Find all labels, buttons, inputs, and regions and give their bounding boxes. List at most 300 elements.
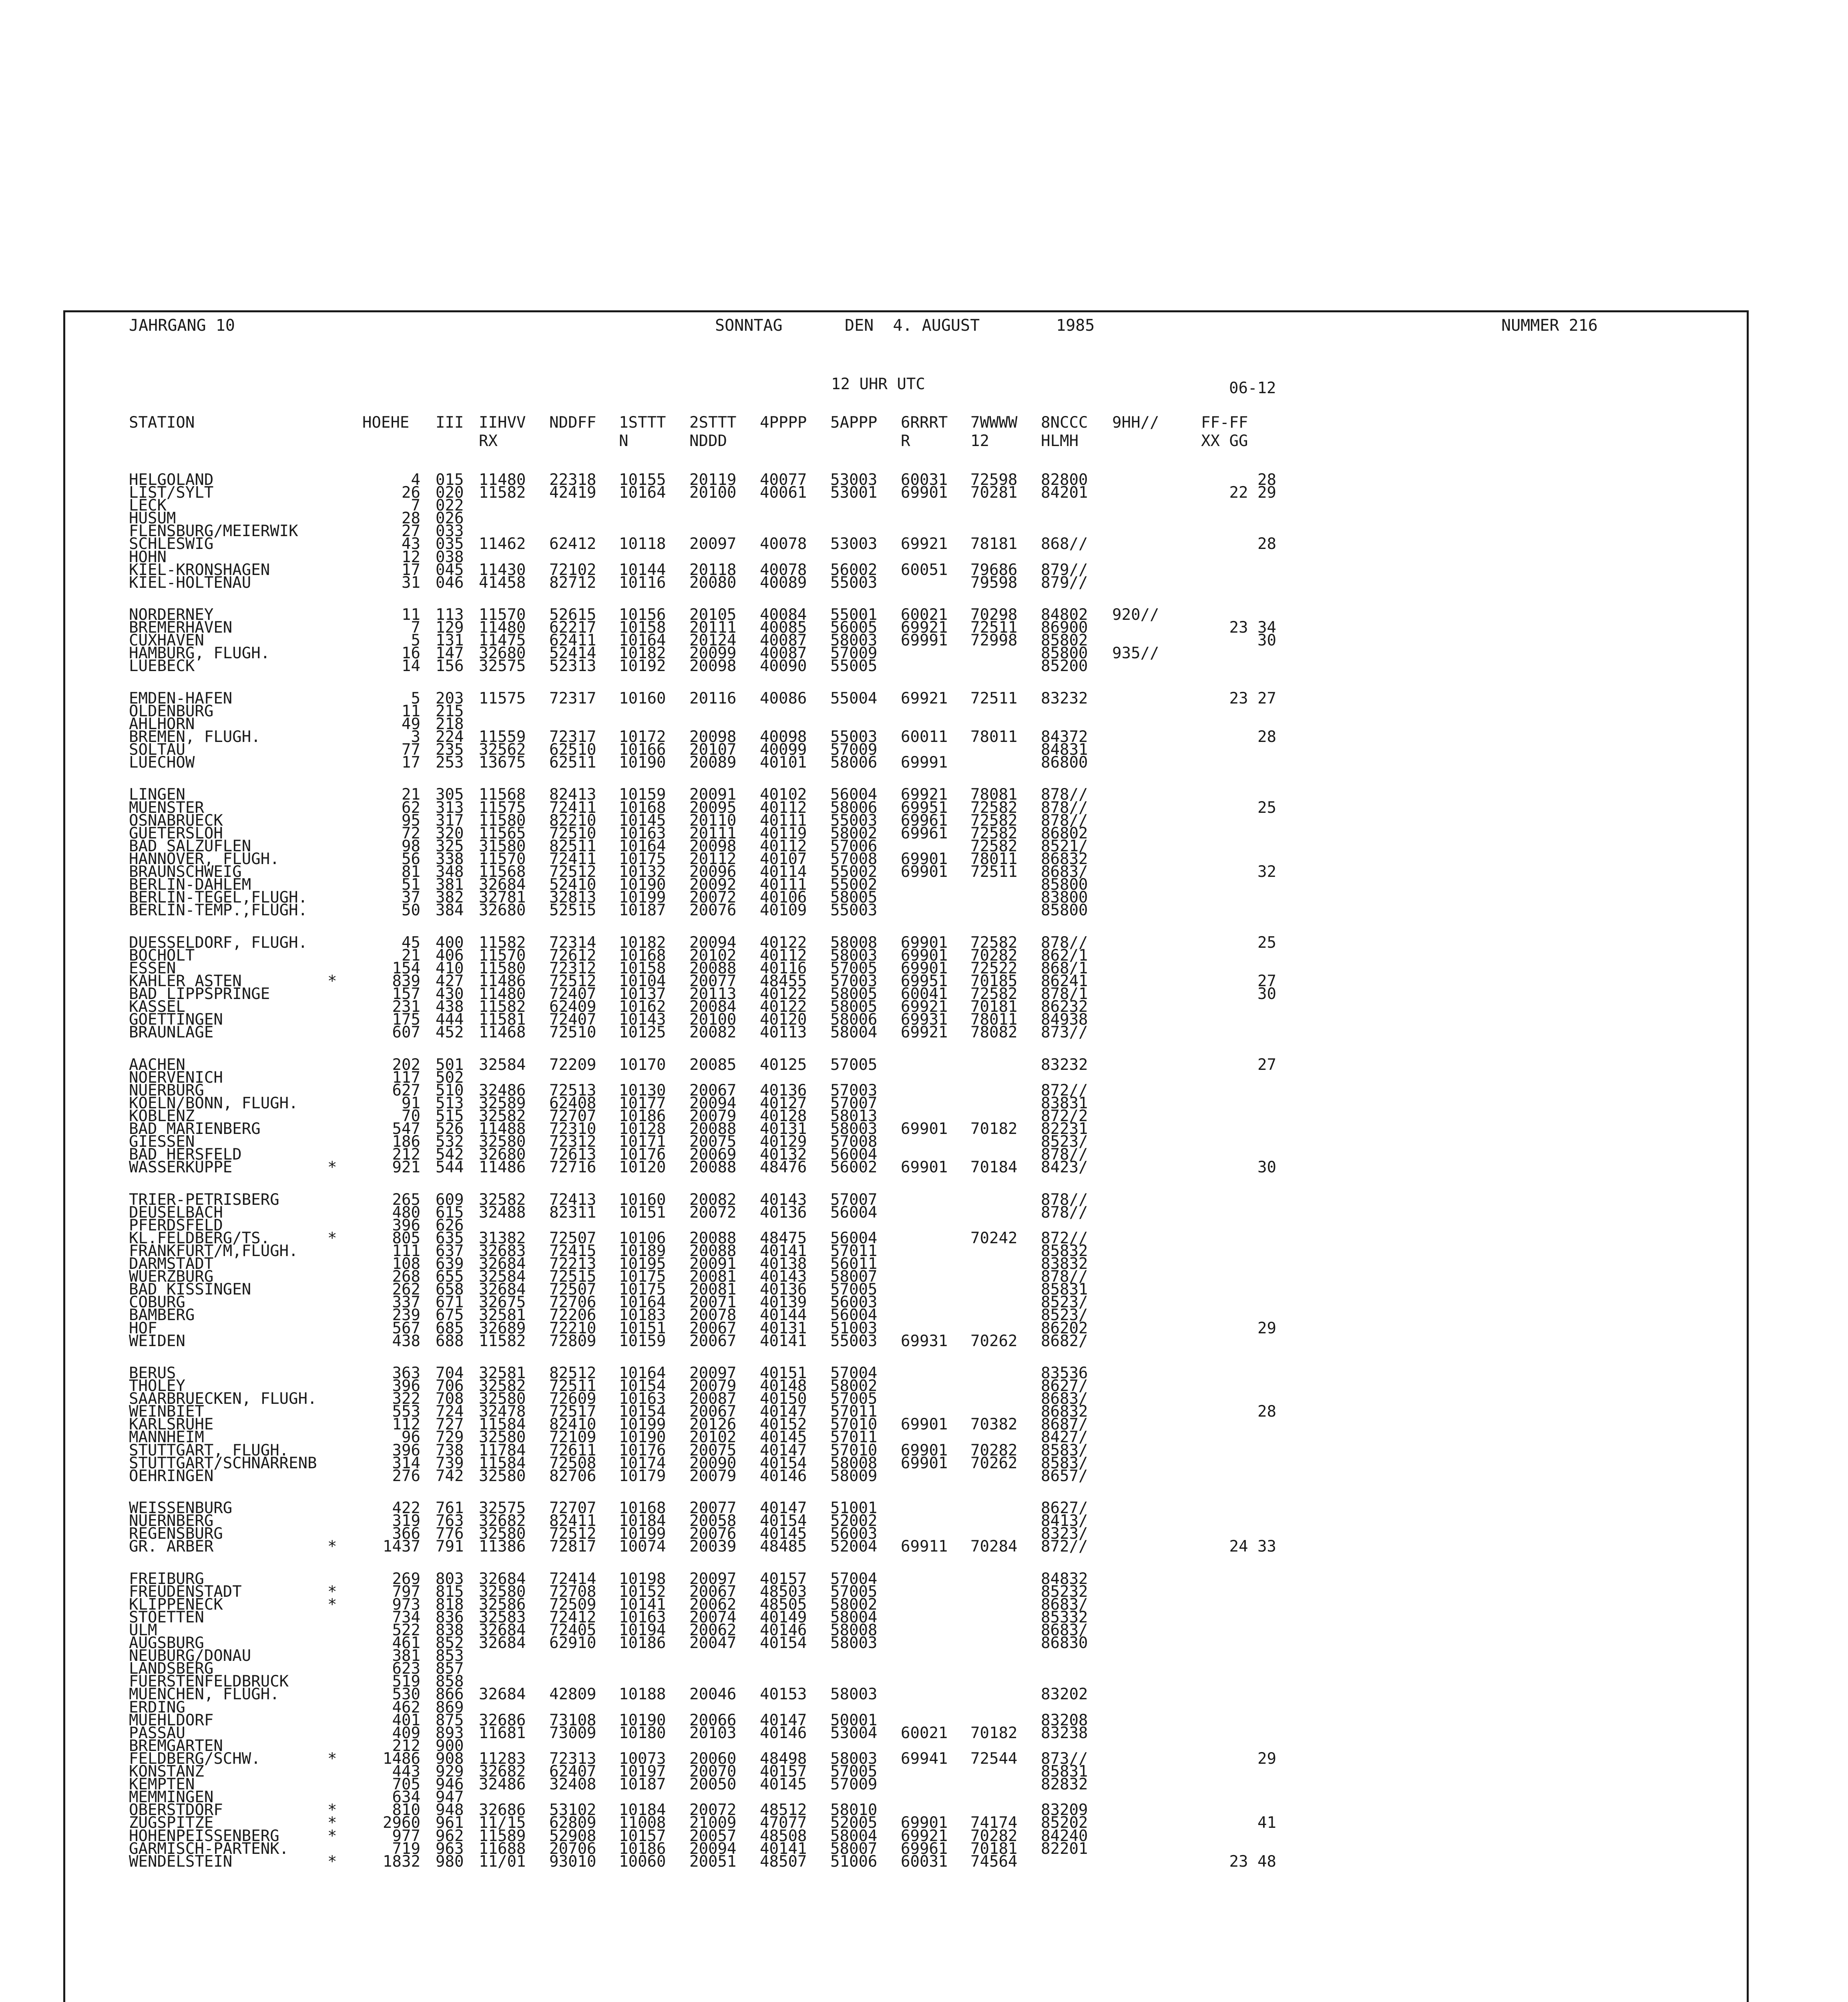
code-group-4pppp: 40111	[760, 812, 807, 830]
code-group-nddff: 72510	[549, 824, 597, 842]
code-group-8nccc: 86800	[1041, 754, 1088, 772]
code-group-4pppp: 40077	[760, 471, 807, 489]
station-name: BAD HERSFELD	[129, 1146, 242, 1164]
code-group-1sttt: 10199	[619, 888, 666, 907]
station-height: 37	[402, 888, 420, 907]
code-group-7wwww: 79598	[970, 574, 1018, 592]
code-group-8nccc: 8682/	[1041, 1332, 1088, 1350]
column-header-iihvv: IIHVV	[479, 414, 526, 432]
station-id: 980	[436, 1853, 464, 1871]
code-group-nddff: 53102	[549, 1801, 597, 1819]
code-group-1sttt: 10172	[619, 728, 666, 746]
code-group-nddff: 72611	[549, 1441, 597, 1459]
code-group-5appp: 57005	[830, 959, 878, 977]
code-group-8nccc: 85831	[1041, 1280, 1088, 1298]
station-name: HANNOVER, FLUGH.	[129, 850, 279, 868]
station-id: 704	[436, 1364, 464, 1382]
code-group-2sttt: 20081	[689, 1280, 737, 1298]
column-header-7wwww: 12	[970, 432, 989, 450]
code-group-8nccc: 85200	[1041, 657, 1088, 675]
code-group-iihvv: 11570	[479, 606, 526, 624]
code-group-1sttt: 10154	[619, 1377, 666, 1395]
code-group-6rrrt: 69901	[901, 1158, 948, 1176]
station-id: 542	[436, 1146, 464, 1164]
station-height: 212	[392, 1146, 420, 1164]
station-id: 858	[436, 1672, 464, 1690]
code-group-2sttt: 20080	[689, 574, 737, 592]
code-group-nddff: 72513	[549, 1081, 597, 1099]
code-group-nddff: 72512	[549, 1525, 597, 1543]
station-height: 26	[402, 484, 420, 502]
code-group-6rrrt: 69901	[901, 1120, 948, 1138]
code-group-1sttt: 10104	[619, 972, 666, 990]
station-id: 406	[436, 947, 464, 965]
code-group-4pppp: 40106	[760, 888, 807, 907]
code-group-4pppp: 40141	[760, 1840, 807, 1858]
code-group-nddff: 62409	[549, 998, 597, 1016]
station-id: 131	[436, 631, 464, 649]
code-group-2sttt: 20079	[689, 1377, 737, 1395]
code-group-5appp: 57009	[830, 644, 878, 662]
code-group-5appp: 58003	[830, 1634, 878, 1652]
code-group-7wwww: 74564	[970, 1853, 1018, 1871]
station-height: 31	[402, 574, 420, 592]
station-height: 51	[402, 876, 420, 894]
code-group-iihvv: 32682	[479, 1512, 526, 1530]
code-group-1sttt: 10189	[619, 1242, 666, 1260]
station-id: 501	[436, 1056, 464, 1074]
column-header-6rrrt: R	[901, 432, 910, 450]
station-name: OBERSTDORF	[129, 1801, 223, 1819]
code-group-5appp: 57006	[830, 837, 878, 855]
code-group-8nccc: 83800	[1041, 888, 1088, 907]
code-group-7wwww: 70262	[970, 1332, 1018, 1350]
code-group-2sttt: 20099	[689, 644, 737, 662]
station-name: DUESSELDORF, FLUGH.	[129, 934, 308, 952]
wind-gust-value: 27	[1257, 1056, 1276, 1074]
code-group-1sttt: 10175	[619, 850, 666, 868]
station-name: SOLTAU	[129, 741, 185, 759]
code-group-6rrrt: 60021	[901, 1724, 948, 1742]
station-name: MUEHLDORF	[129, 1711, 214, 1729]
code-group-6rrrt: 69911	[901, 1538, 948, 1556]
station-id: 658	[436, 1280, 464, 1298]
code-group-1sttt: 10175	[619, 1268, 666, 1286]
code-group-nddff: 82413	[549, 786, 597, 804]
code-group-2sttt: 20067	[689, 1583, 737, 1601]
station-name: NOERVENICH	[129, 1069, 223, 1087]
station-name: KEMPTEN	[129, 1775, 195, 1793]
code-group-4pppp: 40102	[760, 786, 807, 804]
code-group-1sttt: 10166	[619, 741, 666, 759]
code-group-6rrrt: 69901	[901, 863, 948, 881]
column-header-nddff: NDDFF	[549, 414, 597, 432]
code-group-8nccc: 85332	[1041, 1608, 1088, 1626]
code-group-8nccc: 86241	[1041, 972, 1088, 990]
station-name: HUSUM	[129, 509, 176, 527]
station-name: BRAUNSCHWEIG	[129, 863, 242, 881]
code-group-2sttt: 20067	[689, 1319, 737, 1337]
code-group-iihvv: 11582	[479, 934, 526, 952]
station-height: 607	[392, 1023, 420, 1041]
station-name: BAD KISSINGEN	[129, 1280, 251, 1298]
station-height: 96	[402, 1428, 420, 1446]
code-group-8nccc: 86832	[1041, 1403, 1088, 1421]
code-group-nddff: 62510	[549, 741, 597, 759]
code-group-4pppp: 40129	[760, 1133, 807, 1151]
station-height: 567	[392, 1319, 420, 1337]
column-header-1sttt: N	[619, 432, 629, 450]
code-group-nddff: 52414	[549, 644, 597, 662]
station-id: 338	[436, 850, 464, 868]
code-group-5appp: 56004	[830, 786, 878, 804]
station-name: KIEL-HOLTENAU	[129, 574, 251, 592]
code-group-6rrrt: 69921	[901, 1827, 948, 1845]
code-group-nddff: 82712	[549, 574, 597, 592]
code-group-8nccc: 86202	[1041, 1319, 1088, 1337]
code-group-8nccc: 82800	[1041, 471, 1088, 489]
station-height: 396	[392, 1441, 420, 1459]
code-group-nddff: 82706	[549, 1467, 597, 1485]
code-group-1sttt: 10116	[619, 574, 666, 592]
station-height: 111	[392, 1242, 420, 1260]
code-group-2sttt: 20075	[689, 1133, 737, 1151]
station-name: BREMGARTEN	[129, 1737, 223, 1755]
station-name: NUERBURG	[129, 1081, 204, 1099]
station-height: 276	[392, 1467, 420, 1485]
station-id: 156	[436, 657, 464, 675]
station-height: 547	[392, 1120, 420, 1138]
code-group-7wwww: 72582	[970, 824, 1018, 842]
station-height: 921	[392, 1158, 420, 1176]
station-id: 035	[436, 535, 464, 553]
code-group-nddff: 62809	[549, 1814, 597, 1832]
code-group-4pppp: 48475	[760, 1229, 807, 1247]
code-group-nddff: 62407	[549, 1763, 597, 1781]
code-group-iihvv: 32581	[479, 1364, 526, 1382]
station-id: 639	[436, 1255, 464, 1273]
code-group-7wwww: 70185	[970, 972, 1018, 990]
code-group-nddff: 72412	[549, 1608, 597, 1626]
code-group-8nccc: 873//	[1041, 1023, 1088, 1041]
code-group-nddff: 72405	[549, 1621, 597, 1639]
code-group-5appp: 55003	[830, 812, 878, 830]
code-group-5appp: 58005	[830, 985, 878, 1003]
code-group-2sttt: 20067	[689, 1081, 737, 1099]
station-id: 381	[436, 876, 464, 894]
code-group-2sttt: 20088	[689, 1229, 737, 1247]
station-height: 5	[411, 689, 420, 708]
code-group-2sttt: 20085	[689, 1056, 737, 1074]
wind-gust-value: 23 27	[1229, 689, 1276, 708]
code-group-1sttt: 10144	[619, 561, 666, 579]
code-group-iihvv: 32582	[479, 1191, 526, 1209]
code-group-iihvv: 32583	[479, 1608, 526, 1626]
code-group-4pppp: 40122	[760, 934, 807, 952]
code-group-6rrrt: 60031	[901, 471, 948, 489]
code-group-2sttt: 20076	[689, 901, 737, 919]
station-name: HAMBURG, FLUGH.	[129, 644, 270, 662]
station-id: 637	[436, 1242, 464, 1260]
station-height: 95	[402, 812, 420, 830]
code-group-1sttt: 10106	[619, 1229, 666, 1247]
code-group-8nccc: 85232	[1041, 1583, 1088, 1601]
station-height: 175	[392, 1011, 420, 1029]
code-group-2sttt: 20098	[689, 728, 737, 746]
code-group-iihvv: 11581	[479, 1011, 526, 1029]
code-group-nddff: 72613	[549, 1146, 597, 1164]
station-id: 818	[436, 1596, 464, 1614]
code-group-8nccc: 83238	[1041, 1724, 1088, 1742]
code-group-4pppp: 40154	[760, 1454, 807, 1472]
code-group-8nccc: 85800	[1041, 644, 1088, 662]
station-name: BREMERHAVEN	[129, 619, 233, 637]
code-group-iihvv: 32486	[479, 1775, 526, 1793]
code-group-2sttt: 20084	[689, 998, 737, 1016]
code-group-1sttt: 10190	[619, 1711, 666, 1729]
station-height: 5	[411, 631, 420, 649]
code-group-2sttt: 20076	[689, 1525, 737, 1543]
station-name: KLIPPENECK	[129, 1596, 223, 1614]
station-id: 033	[436, 522, 464, 540]
station-id: 962	[436, 1827, 464, 1845]
code-group-nddff: 72707	[549, 1499, 597, 1517]
code-group-5appp: 57009	[830, 741, 878, 759]
code-group-6rrrt: 69921	[901, 998, 948, 1016]
station-name: GR. ARBER	[129, 1538, 214, 1556]
code-group-1sttt: 10176	[619, 1146, 666, 1164]
station-name: BRAUNLAGE	[129, 1023, 214, 1041]
station-id: 430	[436, 985, 464, 1003]
code-group-1sttt: 10160	[619, 689, 666, 708]
mountain-station-marker: *	[327, 1814, 337, 1832]
station-height: 11	[402, 702, 420, 720]
code-group-4pppp: 40143	[760, 1268, 807, 1286]
code-group-8nccc: 83202	[1041, 1685, 1088, 1703]
code-group-nddff: 72317	[549, 689, 597, 708]
code-group-8nccc: 85832	[1041, 1242, 1088, 1260]
code-group-6rrrt: 69901	[901, 484, 948, 502]
code-group-2sttt: 20116	[689, 689, 737, 708]
station-id: 384	[436, 901, 464, 919]
code-group-iihvv: 11575	[479, 799, 526, 817]
code-group-8nccc: 868//	[1041, 535, 1088, 553]
station-height: 480	[392, 1204, 420, 1222]
code-group-5appp: 57003	[830, 972, 878, 990]
station-name: FRANKFURT/M,FLUGH.	[129, 1242, 298, 1260]
code-group-8nccc: 83536	[1041, 1364, 1088, 1382]
station-name: HOF	[129, 1319, 157, 1337]
code-group-1sttt: 10168	[619, 1499, 666, 1517]
code-group-2sttt: 20051	[689, 1853, 737, 1871]
code-group-4pppp: 40131	[760, 1120, 807, 1138]
mountain-station-marker: *	[327, 1538, 337, 1556]
code-group-iihvv: 32584	[479, 1268, 526, 1286]
code-group-4pppp: 48503	[760, 1583, 807, 1601]
code-group-7wwww: 70298	[970, 606, 1018, 624]
code-group-6rrrt: 69901	[901, 947, 948, 965]
code-group-5appp: 55003	[830, 1332, 878, 1350]
station-name: PFERDSFELD	[129, 1216, 223, 1234]
code-group-8nccc: 86830	[1041, 1634, 1088, 1652]
station-name: ERDING	[129, 1698, 185, 1717]
code-group-2sttt: 20067	[689, 1332, 737, 1350]
station-id: 513	[436, 1094, 464, 1112]
code-group-iihvv: 11/15	[479, 1814, 526, 1832]
code-group-8nccc: 84832	[1041, 1570, 1088, 1588]
code-group-nddff: 82411	[549, 1512, 597, 1530]
station-height: 72	[402, 824, 420, 842]
code-group-7wwww: 72998	[970, 631, 1018, 649]
station-height: 366	[392, 1525, 420, 1543]
station-name: EMDEN-HAFEN	[129, 689, 233, 708]
station-height: 265	[392, 1191, 420, 1209]
code-group-1sttt: 10168	[619, 799, 666, 817]
code-group-iihvv: 32580	[479, 1467, 526, 1485]
station-name: FLENSBURG/MEIERWIK	[129, 522, 298, 540]
code-group-8nccc: 83832	[1041, 1255, 1088, 1273]
station-height: 7	[411, 619, 420, 637]
code-group-7wwww: 70284	[970, 1538, 1018, 1556]
station-id: 532	[436, 1133, 464, 1151]
code-group-7wwww: 78011	[970, 1011, 1018, 1029]
code-group-1sttt: 10155	[619, 471, 666, 489]
code-group-iihvv: 32486	[479, 1081, 526, 1099]
code-group-2sttt: 20067	[689, 1403, 737, 1421]
code-group-4pppp: 40143	[760, 1191, 807, 1209]
code-group-1sttt: 10182	[619, 644, 666, 662]
code-group-8nccc: 879//	[1041, 561, 1088, 579]
station-id: 015	[436, 471, 464, 489]
code-group-nddff: 82512	[549, 1364, 597, 1382]
code-group-iihvv: 31580	[479, 837, 526, 855]
station-id: 235	[436, 741, 464, 759]
code-group-8nccc: 82231	[1041, 1120, 1088, 1138]
code-group-8nccc: 84201	[1041, 484, 1088, 502]
wind-gust-value: 28	[1257, 535, 1276, 553]
code-group-5appp: 55003	[830, 901, 878, 919]
code-group-2sttt: 20079	[689, 1467, 737, 1485]
code-group-6rrrt: 60031	[901, 1853, 948, 1871]
code-group-2sttt: 20072	[689, 1801, 737, 1819]
station-name: WEIDEN	[129, 1332, 185, 1350]
column-header-hoehe: HOEHE	[362, 414, 410, 432]
station-name: GARMISCH-PARTENK.	[129, 1840, 289, 1858]
code-group-5appp: 51006	[830, 1853, 878, 1871]
wind-gust-value: 30	[1257, 985, 1276, 1003]
code-group-5appp: 57010	[830, 1415, 878, 1433]
station-height: 81	[402, 863, 420, 881]
code-group-1sttt: 10179	[619, 1467, 666, 1485]
code-group-2sttt: 20062	[689, 1621, 737, 1639]
code-group-5appp: 57011	[830, 1242, 878, 1260]
code-group-8nccc: 86900	[1041, 619, 1088, 637]
column-header-4pppp: 4PPPP	[760, 414, 807, 432]
code-group-iihvv: 32686	[479, 1801, 526, 1819]
code-group-2sttt: 20057	[689, 1827, 737, 1845]
code-group-6rrrt: 60041	[901, 985, 948, 1003]
code-group-1sttt: 10163	[619, 1390, 666, 1408]
code-group-2sttt: 20066	[689, 1711, 737, 1729]
code-group-nddff: 72708	[549, 1583, 597, 1601]
code-group-4pppp: 40087	[760, 644, 807, 662]
code-group-8nccc: 8523/	[1041, 1293, 1088, 1311]
code-group-1sttt: 10158	[619, 959, 666, 977]
station-height: 1437	[383, 1538, 420, 1556]
code-group-iihvv: 32580	[479, 1390, 526, 1408]
code-group-iihvv: 32580	[479, 1133, 526, 1151]
code-group-2sttt: 20072	[689, 1204, 737, 1222]
code-group-5appp: 51001	[830, 1499, 878, 1517]
station-name: ESSEN	[129, 959, 176, 977]
station-name: ULM	[129, 1621, 157, 1639]
code-group-iihvv: 41458	[479, 574, 526, 592]
station-name: LUECHOW	[129, 754, 195, 772]
code-group-8nccc: 84831	[1041, 741, 1088, 759]
code-group-1sttt: 10154	[619, 1403, 666, 1421]
code-group-2sttt: 20103	[689, 1724, 737, 1742]
code-group-8nccc: 8583/	[1041, 1454, 1088, 1472]
code-group-4pppp: 40146	[760, 1724, 807, 1742]
code-group-5appp: 58005	[830, 998, 878, 1016]
code-group-9hh: 935//	[1112, 644, 1159, 662]
station-name: FREIBURG	[129, 1570, 204, 1588]
code-group-5appp: 53003	[830, 535, 878, 553]
station-name: TRIER-PETRISBERG	[129, 1191, 279, 1209]
code-group-6rrrt: 69901	[901, 934, 948, 952]
wind-gust-value: 30	[1257, 631, 1276, 649]
code-group-2sttt: 20094	[689, 934, 737, 952]
code-group-iihvv: 32575	[479, 657, 526, 675]
code-group-iihvv: 11386	[479, 1538, 526, 1556]
code-group-5appp: 57010	[830, 1441, 878, 1459]
code-group-iihvv: 11575	[479, 689, 526, 708]
code-group-nddff: 52313	[549, 657, 597, 675]
station-height: 262	[392, 1280, 420, 1298]
code-group-nddff: 52410	[549, 876, 597, 894]
code-group-2sttt: 20075	[689, 1441, 737, 1459]
station-height: 11	[402, 606, 420, 624]
code-group-nddff: 72509	[549, 1596, 597, 1614]
station-name: BAD MARIENBERG	[129, 1120, 261, 1138]
station-height: 443	[392, 1763, 420, 1781]
station-id: 869	[436, 1698, 464, 1717]
station-name: OSNABRUECK	[129, 812, 223, 830]
station-height: 805	[392, 1229, 420, 1247]
code-group-2sttt: 20088	[689, 1120, 737, 1138]
station-height: 14	[402, 657, 420, 675]
code-group-8nccc: 872//	[1041, 1229, 1088, 1247]
code-group-2sttt: 20047	[689, 1634, 737, 1652]
code-group-2sttt: 20126	[689, 1415, 737, 1433]
code-group-7wwww: 72511	[970, 689, 1018, 708]
station-height: 438	[392, 1332, 420, 1350]
wind-gust-value: 24 33	[1229, 1538, 1276, 1556]
code-group-4pppp: 40146	[760, 1467, 807, 1485]
station-name: MEMMINGEN	[129, 1788, 214, 1806]
station-name: MUENSTER	[129, 799, 204, 817]
code-group-nddff: 52615	[549, 606, 597, 624]
code-group-1sttt: 10180	[619, 1724, 666, 1742]
wind-gust-value: 28	[1257, 471, 1276, 489]
code-group-4pppp: 40150	[760, 1390, 807, 1408]
station-height: 27	[402, 522, 420, 540]
code-group-5appp: 58007	[830, 1268, 878, 1286]
code-group-5appp: 55001	[830, 606, 878, 624]
code-group-6rrrt: 69931	[901, 1011, 948, 1029]
code-group-8nccc: 878/1	[1041, 985, 1088, 1003]
code-group-iihvv: 11468	[479, 1023, 526, 1041]
